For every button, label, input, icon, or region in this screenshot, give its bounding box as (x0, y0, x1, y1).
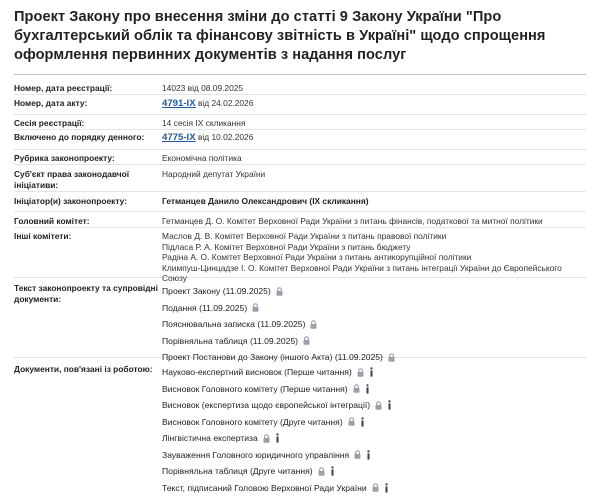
field-other-committees (14, 227, 586, 277)
document-link[interactable]: Порівняльна таблиця (11.09.2025) (162, 336, 298, 347)
lock-icon (372, 483, 379, 492)
document-item (162, 316, 586, 333)
info-icon[interactable] (275, 433, 280, 443)
document-link[interactable]: Проект Закону (11.09.2025) (162, 286, 271, 297)
field-value (162, 98, 586, 110)
info-icon[interactable] (366, 450, 371, 460)
related-docs-list (162, 364, 586, 496)
document-link[interactable]: Лінгвістична експертиза (162, 433, 258, 444)
field-label: Головний комітет: (14, 216, 162, 227)
document-item (162, 300, 586, 317)
field-label: Документи, пов'язані із роботою: (14, 364, 162, 375)
field-texts (14, 277, 586, 357)
info-icon[interactable] (360, 417, 365, 427)
page-title: Проект Закону про внесення зміни до статті 9 Закону України "Про бухгалтерський облік та фінансову звітність в Україні" щодо спрощення оформлення первинних документів з надання послуг (14, 8, 586, 65)
document-item (162, 480, 586, 496)
field-value: 14 сесія IX скликання (162, 118, 586, 129)
document-link[interactable]: Проект Постанови до Закону (іншого Акта) (11.09.2025) (162, 352, 383, 363)
lock-icon (318, 467, 325, 476)
field-label: Суб'єкт права законодавчої ініціативи: (14, 169, 162, 190)
field-label: Номер, дата акту: (14, 98, 162, 109)
field-act (14, 94, 586, 114)
document-item (162, 283, 586, 300)
field-value: Економічна політика (162, 153, 586, 164)
document-item (162, 381, 586, 398)
field-label: Рубрика законопроекту: (14, 153, 162, 164)
lock-icon (353, 384, 360, 393)
lock-icon (252, 303, 259, 312)
field-value: Гетманцев Д. О. Комітет Верховної Ради України з питань фінансів, податкової та митної політики (162, 216, 586, 227)
document-item (162, 463, 586, 480)
document-link[interactable]: Порівняльна таблиця (Друге читання) (162, 466, 313, 477)
document-link[interactable]: Висновок (експертиза щодо європейської інтеграції) (162, 400, 370, 411)
field-value (162, 132, 586, 144)
document-item (162, 414, 586, 431)
field-agenda (14, 129, 586, 149)
field-label: Текст законопроекту та супровідні документи: (14, 283, 162, 304)
info-icon[interactable] (387, 400, 392, 410)
lock-icon (375, 401, 382, 410)
document-link[interactable]: Пояснювальна записка (11.09.2025) (162, 319, 305, 330)
field-value (162, 231, 586, 284)
document-item (162, 333, 586, 350)
field-initiator (14, 191, 586, 211)
field-related-docs (14, 357, 586, 496)
field-rubric (14, 149, 586, 164)
document-link[interactable]: Висновок Головного комітету (Перше читання) (162, 384, 348, 395)
committee-item: Радіна А. О. Комітет Верховної Ради України з питань антикорупційної політики (162, 252, 586, 263)
field-value: 14023 від 08.09.2025 (162, 83, 586, 94)
field-subject (14, 164, 586, 191)
lock-icon (348, 417, 355, 426)
lock-icon (263, 434, 270, 443)
lock-icon (310, 320, 317, 329)
field-value: Народний депутат України (162, 169, 586, 180)
info-icon[interactable] (369, 367, 374, 377)
info-icon[interactable] (384, 483, 389, 493)
lock-icon (388, 353, 395, 362)
info-icon[interactable] (365, 384, 370, 394)
lock-icon (276, 287, 283, 296)
lock-icon (354, 450, 361, 459)
document-item (162, 397, 586, 414)
document-item (162, 447, 586, 464)
committee-item: Маслов Д. В. Комітет Верховної Ради України з питань правової політики (162, 231, 586, 242)
act-number-link[interactable]: 4791-IX (162, 98, 196, 109)
document-item (162, 430, 586, 447)
field-label: Включено до порядку денного: (14, 132, 162, 143)
document-link[interactable]: Зауваження Головного юридичного управління (162, 450, 349, 461)
document-item (162, 364, 586, 381)
info-icon[interactable] (330, 466, 335, 476)
texts-list (162, 283, 586, 366)
field-label: Ініціатор(и) законопроекту: (14, 196, 162, 207)
committee-item: Климпуш-Цинцадзе І. О. Комітет Верховної Ради України з питань інтеграції України до Європейського Союзу (162, 263, 586, 284)
committee-item: Підласа Р. А. Комітет Верховної Ради України з питань бюджету (162, 242, 586, 253)
document-link[interactable]: Текст, підписаний Головою Верховної Ради України (162, 483, 367, 494)
field-value: Гетманцев Данило Олександрович (IX скликання) (162, 196, 586, 207)
field-label: Інші комітети: (14, 231, 162, 242)
document-link[interactable]: Подання (11.09.2025) (162, 303, 247, 314)
agenda-number-link[interactable]: 4775-IX (162, 132, 196, 143)
document-link[interactable]: Науково-експертний висновок (Перше читання) (162, 367, 352, 378)
document-link[interactable]: Висновок Головного комітету (Друге читання) (162, 417, 343, 428)
lock-icon (357, 368, 364, 377)
act-date: від 24.02.2026 (198, 98, 253, 108)
field-session (14, 114, 586, 129)
agenda-date: від 10.02.2026 (198, 132, 253, 142)
field-label: Номер, дата реєстрації: (14, 83, 162, 94)
field-main-committee (14, 211, 586, 227)
lock-icon (303, 336, 310, 345)
field-label: Сесія реєстрації: (14, 118, 162, 129)
field-registration (14, 81, 586, 94)
title-divider (14, 74, 586, 75)
